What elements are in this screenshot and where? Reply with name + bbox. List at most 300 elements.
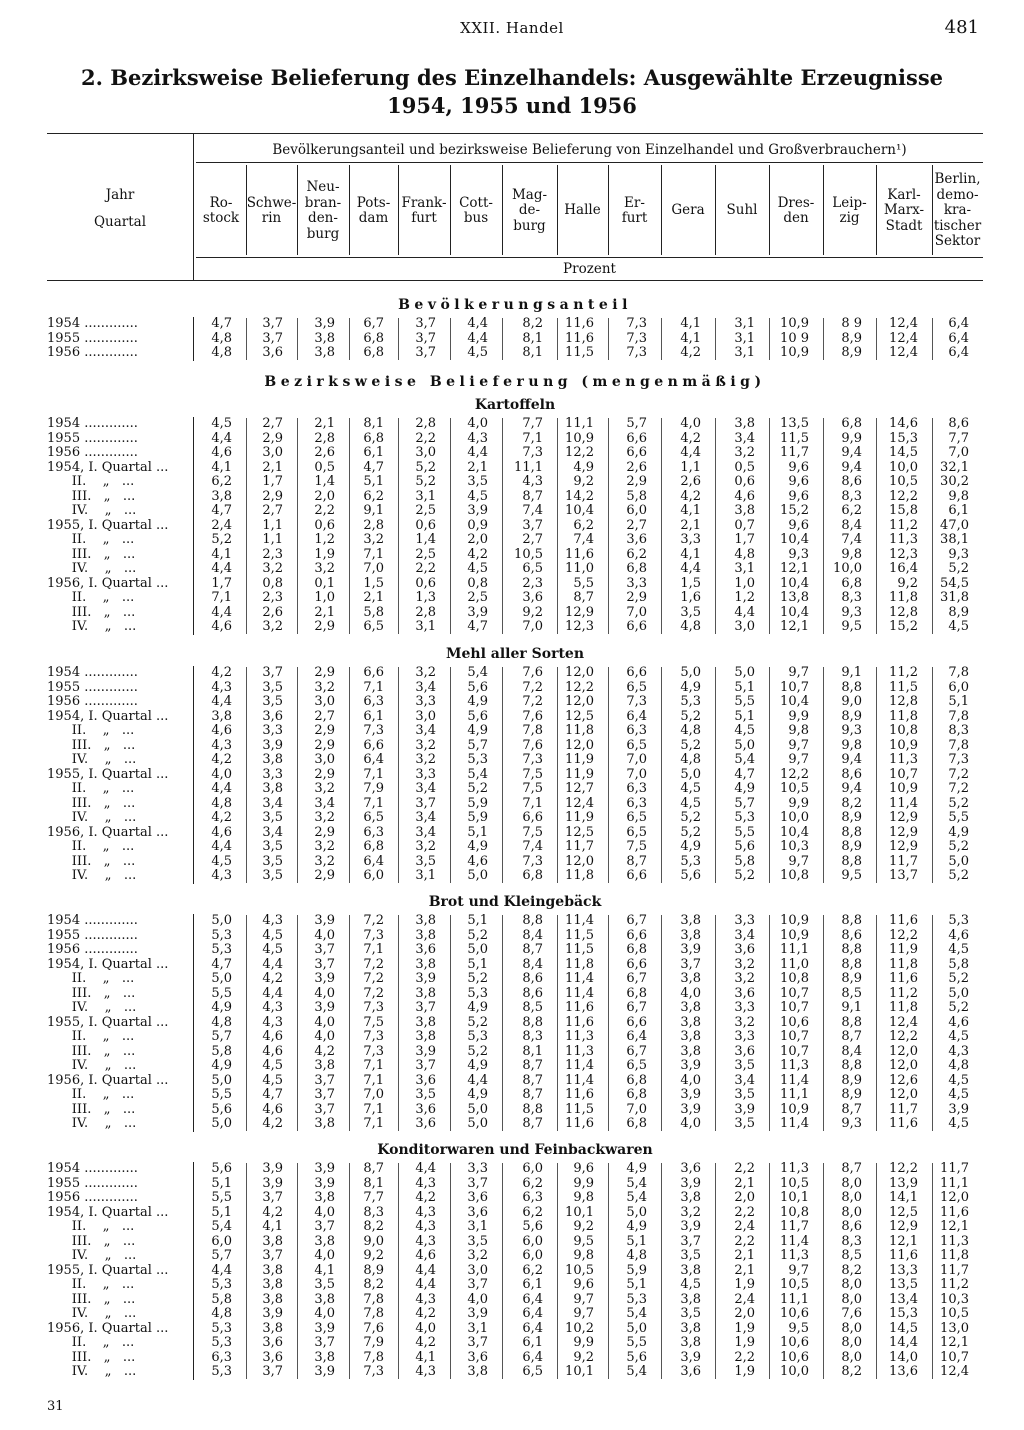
cell-value: 6,0 <box>522 1248 543 1263</box>
cell-value: 3,4 <box>314 795 335 811</box>
row-label: 1956, I. Quartal ... <box>47 825 169 840</box>
column-header-line: burg <box>306 225 340 242</box>
cell-value: 8,6 <box>841 1219 862 1234</box>
cell-value: 4,4 <box>467 1072 488 1088</box>
cell-value: 4,9 <box>680 679 701 695</box>
cell-value: 7,2 <box>948 781 969 796</box>
cell-value: 3,8 <box>415 927 436 943</box>
cell-value: 4,2 <box>415 1335 436 1350</box>
cell-value: 3,8 <box>314 1349 335 1365</box>
cell-value: 2,1 <box>680 517 701 533</box>
cell-value: 3,3 <box>262 766 283 782</box>
header-column-rule <box>557 165 558 255</box>
cell-value: 3,9 <box>680 1175 701 1191</box>
cell-value: 6,0 <box>363 868 384 883</box>
cell-value: 10,6 <box>780 1306 809 1321</box>
cell-value: 3,1 <box>415 488 436 504</box>
cell-value: 3,9 <box>467 604 488 620</box>
cell-value: 7,5 <box>522 766 543 782</box>
cell-value: 7,3 <box>522 445 543 460</box>
cell-value: 4,3 <box>522 474 543 489</box>
cell-value: 10,3 <box>780 839 809 854</box>
cell-value: 5,6 <box>211 1161 232 1176</box>
cell-value: 3,8 <box>680 1029 701 1044</box>
table-row <box>0 1264 1024 1279</box>
cell-value: 12,4 <box>889 330 918 346</box>
cell-value: 0,6 <box>734 474 755 489</box>
cell-value: 3,4 <box>415 781 436 796</box>
row-label: III. „ ... <box>47 1234 136 1249</box>
cell-value: 9,3 <box>788 546 809 562</box>
cell-value: 9,8 <box>573 1190 594 1205</box>
row-label: IV. „ ... <box>47 1059 137 1073</box>
cell-value: 7,6 <box>522 737 543 753</box>
table-row <box>0 332 1024 347</box>
table-row <box>0 1088 1024 1103</box>
cell-value: 6,2 <box>522 1262 543 1278</box>
cell-value: 5,3 <box>211 927 232 943</box>
cell-value: 11,4 <box>780 1233 809 1249</box>
row-label: IV. „ ... <box>47 1001 137 1015</box>
cell-value: 3,7 <box>415 1000 436 1015</box>
cell-value: 11,3 <box>780 1058 809 1073</box>
cell-value: 4,6 <box>211 824 232 840</box>
cell-value: 7,8 <box>363 1349 384 1365</box>
cell-value: 9,8 <box>841 737 862 753</box>
cell-value: 7,7 <box>948 430 969 446</box>
cell-value: 9,2 <box>573 1219 594 1234</box>
table-row <box>0 533 1024 548</box>
cell-value: 7,1 <box>363 1072 384 1088</box>
cell-value: 2,9 <box>314 766 335 782</box>
cell-value: 2,1 <box>734 1262 755 1278</box>
cell-value: 5,3 <box>211 1277 232 1292</box>
cell-value: 3,6 <box>415 1116 436 1131</box>
cell-value: 3,7 <box>415 795 436 811</box>
header-column-rule <box>661 165 662 255</box>
cell-value: 9,7 <box>788 752 809 767</box>
cell-value: 4,4 <box>211 839 232 854</box>
cell-value: 5,1 <box>467 913 488 928</box>
table-row <box>0 840 1024 855</box>
cell-value: 7,5 <box>522 781 543 796</box>
cell-value: 13,0 <box>940 1320 969 1336</box>
cell-value: 4,2 <box>211 810 232 825</box>
cell-value: 9,8 <box>573 1248 594 1263</box>
cell-value: 4,0 <box>680 416 701 431</box>
cell-value: 11,6 <box>565 1000 594 1015</box>
cell-value: 3,7 <box>314 1219 335 1234</box>
cell-value: 5,3 <box>211 1320 232 1336</box>
cell-value: 10,8 <box>780 971 809 986</box>
cell-value: 3,4 <box>415 679 436 695</box>
cell-value: 5,0 <box>467 1101 488 1117</box>
cell-value: 8,9 <box>841 839 862 854</box>
cell-value: 8,8 <box>841 942 862 957</box>
cell-value: 6,1 <box>948 503 969 518</box>
cell-value: 6,1 <box>522 1335 543 1350</box>
cell-value: 3,6 <box>522 590 543 605</box>
cell-value: 4,6 <box>262 1043 283 1059</box>
table-row <box>0 1220 1024 1235</box>
cell-value: 3,8 <box>314 1190 335 1205</box>
table-row <box>0 811 1024 826</box>
table-row <box>0 475 1024 490</box>
cell-value: 7,0 <box>626 766 647 782</box>
cell-value: 3,5 <box>680 604 701 620</box>
cell-value: 2,2 <box>415 430 436 446</box>
cell-value: 4,8 <box>211 345 232 360</box>
cell-value: 7,1 <box>363 546 384 562</box>
column-header-line: tischer <box>933 217 982 234</box>
cell-value: 11,5 <box>780 430 809 446</box>
cell-value: 4,9 <box>467 1000 488 1015</box>
cell-value: 9,2 <box>363 1248 384 1263</box>
cell-value: 8,8 <box>841 913 862 928</box>
cell-value: 4,8 <box>211 1306 232 1321</box>
cell-value: 2,0 <box>734 1306 755 1321</box>
cell-value: 9,5 <box>788 1320 809 1336</box>
cell-value: 12,2 <box>889 488 918 504</box>
cell-value: 7,3 <box>522 752 543 767</box>
cell-value: 2,9 <box>314 824 335 840</box>
cell-value: 0,8 <box>262 575 283 591</box>
cell-value: 3,9 <box>314 1175 335 1191</box>
cell-value: 7,0 <box>363 1087 384 1102</box>
cell-value: 3,8 <box>415 985 436 1001</box>
cell-value: 0,8 <box>467 575 488 591</box>
cell-value: 10,1 <box>565 1204 594 1220</box>
cell-value: 4,8 <box>948 1058 969 1073</box>
cell-value: 8,2 <box>841 1262 862 1278</box>
cell-value: 9,6 <box>573 1161 594 1176</box>
table-row <box>0 317 1024 332</box>
cell-value: 4,1 <box>680 316 701 331</box>
cell-value: 1,4 <box>415 532 436 547</box>
row-label: IV. „ ... <box>47 753 137 767</box>
cell-value: 6,5 <box>626 1058 647 1073</box>
cell-value: 10,3 <box>940 1291 969 1307</box>
cell-value: 2,7 <box>314 708 335 724</box>
row-label: 1956 ............. <box>47 943 138 957</box>
cell-value: 4,1 <box>680 330 701 346</box>
table-row <box>0 1001 1024 1016</box>
cell-value: 12,9 <box>889 824 918 840</box>
cell-value: 3,2 <box>734 971 755 986</box>
cell-value: 6,1 <box>363 445 384 460</box>
row-label: 1956 ............. <box>47 695 138 709</box>
cell-value: 8,7 <box>841 1029 862 1044</box>
cell-value: 9,8 <box>788 723 809 738</box>
cell-value: 4,3 <box>262 913 283 928</box>
cell-value: 4,2 <box>211 665 232 680</box>
row-label: II. „ ... <box>47 972 135 986</box>
column-header <box>932 165 983 257</box>
cell-value: 5,0 <box>948 853 969 869</box>
cell-value: 7,3 <box>626 694 647 709</box>
table-row <box>0 1162 1024 1177</box>
cell-value: 4,6 <box>415 1248 436 1263</box>
cell-value: 4,3 <box>415 1175 436 1191</box>
cell-value: 10,7 <box>780 1029 809 1044</box>
cell-value: 11,2 <box>940 1277 969 1292</box>
cell-value: 4,0 <box>314 1204 335 1220</box>
cell-value: 4,5 <box>467 488 488 504</box>
cell-value: 4,4 <box>211 430 232 446</box>
cell-value: 6,6 <box>626 665 647 680</box>
table-row <box>0 591 1024 606</box>
cell-value: 5,0 <box>211 913 232 928</box>
cell-value: 10,4 <box>565 503 594 518</box>
cell-value: 6,6 <box>626 1014 647 1030</box>
table-row <box>0 768 1024 783</box>
cell-value: 5,9 <box>467 795 488 811</box>
cell-value: 12,2 <box>565 679 594 695</box>
cell-value: 9,9 <box>841 430 862 446</box>
cell-value: 12,5 <box>889 1204 918 1220</box>
cell-value: 8,6 <box>841 474 862 489</box>
cell-value: 7,3 <box>363 723 384 738</box>
row-label: IV. „ ... <box>47 869 137 883</box>
row-label: II. „ ... <box>47 724 135 738</box>
cell-value: 6,8 <box>363 839 384 854</box>
cell-value: 6,8 <box>522 868 543 883</box>
cell-value: 3,7 <box>680 1233 701 1249</box>
row-label: III. „ ... <box>47 796 136 811</box>
cell-value: 2,7 <box>522 532 543 547</box>
cell-value: 5,6 <box>680 868 701 883</box>
cell-value: 2,1 <box>314 416 335 431</box>
cell-value: 6,3 <box>211 1349 232 1365</box>
row-label: 1956 ............. <box>47 346 138 360</box>
column-header <box>450 165 502 257</box>
cell-value: 9,6 <box>573 1277 594 1292</box>
cell-value: 7,6 <box>841 1306 862 1321</box>
cell-value: 1,9 <box>734 1277 755 1292</box>
cell-value: 6,5 <box>363 619 384 634</box>
cell-value: 4,1 <box>680 546 701 562</box>
cell-value: 8,6 <box>948 416 969 431</box>
cell-value: 5,7 <box>211 1029 232 1044</box>
cell-value: 12,0 <box>889 1058 918 1073</box>
cell-value: 8,7 <box>522 1116 543 1131</box>
cell-value: 4,2 <box>262 971 283 986</box>
cell-value: 2,8 <box>415 416 436 431</box>
cell-value: 4,9 <box>626 1219 647 1234</box>
table-row <box>0 1117 1024 1132</box>
cell-value: 4,4 <box>467 330 488 346</box>
table-row <box>0 797 1024 812</box>
cell-value: 3,6 <box>734 942 755 957</box>
cell-value: 16,4 <box>889 561 918 576</box>
cell-value: 8,2 <box>363 1219 384 1234</box>
cell-value: 3,8 <box>211 488 232 504</box>
cell-value: 3,2 <box>314 561 335 576</box>
cell-value: 6,8 <box>363 330 384 346</box>
table-row <box>0 1059 1024 1074</box>
header-column-rule <box>246 165 247 255</box>
column-header-line: stock <box>202 210 240 226</box>
cell-value: 6,4 <box>522 1306 543 1321</box>
cell-value: 4,9 <box>948 824 969 840</box>
cell-value: 9,2 <box>522 604 543 620</box>
cell-value: 11,2 <box>889 985 918 1001</box>
cell-value: 2,9 <box>262 430 283 446</box>
cell-value: 5,2 <box>467 927 488 943</box>
cell-value: 4,4 <box>467 316 488 331</box>
column-header <box>608 165 661 257</box>
cell-value: 3,9 <box>680 942 701 957</box>
cell-value: 7,0 <box>522 619 543 634</box>
header-column-rule <box>297 165 298 255</box>
cell-value: 3,8 <box>262 752 283 767</box>
cell-value: 3,2 <box>314 853 335 869</box>
cell-value: 5,6 <box>467 679 488 695</box>
cell-value: 6,4 <box>948 345 969 360</box>
cell-value: 5,6 <box>467 708 488 724</box>
cell-value: 5,1 <box>626 1277 647 1292</box>
table-row <box>0 519 1024 534</box>
cell-value: 2,9 <box>314 868 335 883</box>
cell-value: 1,3 <box>415 590 436 605</box>
signature-mark: 31 <box>47 1399 64 1414</box>
cell-value: 5,4 <box>626 1175 647 1191</box>
cell-value: 11,1 <box>940 1175 969 1191</box>
cell-value: 9,7 <box>788 1262 809 1278</box>
span-rule <box>196 162 983 163</box>
table-row <box>0 577 1024 592</box>
cell-value: 3,9 <box>948 1101 969 1117</box>
cell-value: 5,0 <box>734 737 755 753</box>
cell-value: 6,8 <box>841 416 862 431</box>
cell-value: 8,1 <box>522 330 543 346</box>
column-header <box>661 165 715 257</box>
column-header <box>715 165 769 257</box>
cell-value: 9,6 <box>788 517 809 533</box>
cell-value: 3,2 <box>314 810 335 825</box>
table-row <box>0 1206 1024 1221</box>
column-header-line: Karl- <box>887 186 921 203</box>
cell-value: 8,8 <box>841 1014 862 1030</box>
cell-value: 2,9 <box>626 474 647 489</box>
cell-value: 10,5 <box>940 1306 969 1321</box>
cell-value: 6,1 <box>363 708 384 724</box>
cell-value: 3,8 <box>262 1277 283 1292</box>
row-label: 1954, I. Quartal ... <box>47 709 169 724</box>
cell-value: 4,1 <box>415 1349 436 1365</box>
cell-value: 3,8 <box>680 1262 701 1278</box>
cell-value: 10,0 <box>833 561 862 576</box>
cell-value: 8,5 <box>522 1000 543 1015</box>
cell-value: 3,9 <box>262 737 283 753</box>
unit-rule <box>196 257 983 258</box>
cell-value: 8,7 <box>522 1058 543 1073</box>
cell-value: 12,9 <box>565 604 594 620</box>
cell-value: 3,6 <box>262 1335 283 1350</box>
cell-value: 3,0 <box>262 445 283 460</box>
cell-value: 5,0 <box>211 1116 232 1131</box>
cell-value: 7,4 <box>522 839 543 854</box>
cell-value: 7,2 <box>363 985 384 1001</box>
cell-value: 9,3 <box>948 546 969 562</box>
cell-value: 5,1 <box>734 708 755 724</box>
cell-value: 10,4 <box>780 532 809 547</box>
cell-value: 3,7 <box>262 1190 283 1205</box>
cell-value: 4,4 <box>211 604 232 620</box>
cell-value: 11,3 <box>565 1029 594 1044</box>
cell-value: 6,4 <box>363 853 384 869</box>
cell-value: 4,5 <box>262 1072 283 1088</box>
cell-value: 4,4 <box>262 985 283 1001</box>
cell-value: 8,8 <box>522 913 543 928</box>
cell-value: 8,7 <box>841 1101 862 1117</box>
cell-value: 6,2 <box>522 1175 543 1191</box>
cell-value: 1,9 <box>314 546 335 562</box>
cell-value: 2,9 <box>314 619 335 634</box>
cell-value: 3,7 <box>415 330 436 346</box>
cell-value: 3,2 <box>734 445 755 460</box>
row-label: III. „ ... <box>47 605 136 620</box>
cell-value: 7,1 <box>363 1058 384 1073</box>
cell-value: 11,3 <box>889 752 918 767</box>
cell-value: 4,8 <box>680 723 701 738</box>
cell-value: 5,0 <box>680 665 701 680</box>
cell-value: 4,1 <box>680 503 701 518</box>
cell-value: 11,8 <box>940 1248 969 1263</box>
cell-value: 5,3 <box>734 810 755 825</box>
cell-value: 3,2 <box>734 956 755 972</box>
cell-value: 4,5 <box>262 927 283 943</box>
cell-value: 4,5 <box>211 416 232 431</box>
cell-value: 9,9 <box>573 1335 594 1350</box>
cell-value: 12,4 <box>565 795 594 811</box>
table-row <box>0 972 1024 987</box>
cell-value: 4,9 <box>467 839 488 854</box>
cell-value: 4,3 <box>211 737 232 753</box>
section-title: Bevölkerungsanteil <box>398 297 632 313</box>
cell-value: 6,0 <box>626 503 647 518</box>
cell-value: 10,6 <box>780 1014 809 1030</box>
cell-value: 3,9 <box>680 1219 701 1234</box>
cell-value: 5,4 <box>211 1219 232 1234</box>
cell-value: 6,8 <box>363 430 384 446</box>
cell-value: 11,1 <box>565 416 594 431</box>
cell-value: 4,4 <box>211 781 232 796</box>
cell-value: 2,1 <box>467 459 488 475</box>
table-row <box>0 943 1024 958</box>
row-label: 1954 ............. <box>47 914 138 928</box>
row-label: 1956, I. Quartal ... <box>47 1321 169 1336</box>
column-header-line: dam <box>358 210 389 226</box>
cell-value: 4,0 <box>415 1320 436 1336</box>
cell-value: 3,7 <box>262 316 283 331</box>
cell-value: 4,8 <box>626 1248 647 1263</box>
table-row <box>0 1336 1024 1351</box>
cell-value: 5,8 <box>211 1291 232 1307</box>
cell-value: 4,9 <box>573 459 594 475</box>
cell-value: 3,9 <box>734 1101 755 1117</box>
table-row <box>0 461 1024 476</box>
cell-value: 3,8 <box>415 913 436 928</box>
cell-value: 3,4 <box>734 430 755 446</box>
cell-value: 14,0 <box>889 1349 918 1365</box>
cell-value: 4,4 <box>680 561 701 576</box>
column-header-line: Mag- <box>511 186 548 203</box>
cell-value: 2,1 <box>734 1248 755 1263</box>
cell-value: 11,6 <box>889 913 918 928</box>
row-label: 1955, I. Quartal ... <box>47 518 169 533</box>
cell-value: 2,5 <box>415 503 436 518</box>
